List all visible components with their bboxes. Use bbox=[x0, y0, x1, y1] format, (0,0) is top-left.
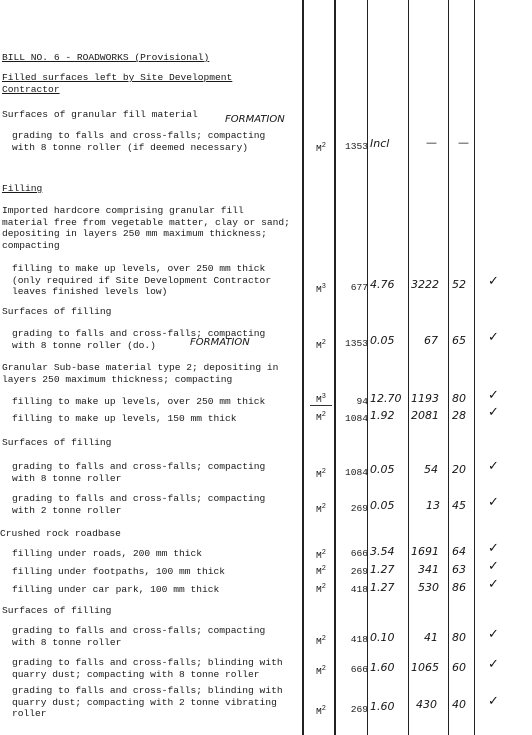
item-quantity: 269 bbox=[350, 503, 368, 514]
item-amount: 41 bbox=[424, 631, 438, 644]
item-unit: $M^2$ bbox=[316, 705, 326, 718]
column-rule-quantity bbox=[367, 0, 368, 735]
check-mark-icon: ✓ bbox=[488, 541, 499, 556]
section-heading-filled-surfaces: Filled surfaces left by Site Development Contractor bbox=[2, 72, 233, 95]
item-description: filling under footpaths, 100 mm thick bbox=[12, 566, 226, 577]
item-rate: 12.70 bbox=[370, 392, 402, 405]
item-quantity: 1353 bbox=[344, 141, 368, 152]
check-mark-icon: ✓ bbox=[488, 627, 499, 642]
item-rate: 3.54 bbox=[370, 545, 395, 558]
item-rate: Incl bbox=[370, 137, 390, 150]
item-rate: 4.76 bbox=[370, 278, 395, 291]
item-unit: $M^3$ bbox=[316, 393, 326, 406]
item-rate: 1.27 bbox=[370, 563, 395, 576]
check-mark-icon: ✓ bbox=[488, 495, 499, 510]
check-mark-icon: ✓ bbox=[488, 405, 499, 420]
item-pence: 65 bbox=[452, 334, 466, 347]
item-pence: 60 bbox=[452, 661, 466, 674]
item-rate: 1.60 bbox=[370, 700, 395, 713]
section-heading-filling: Filling bbox=[2, 183, 43, 194]
item-pence: 80 bbox=[452, 392, 466, 405]
item-amount: 3222 bbox=[411, 278, 439, 291]
item-description: filling under car park, 100 mm thick bbox=[12, 584, 220, 595]
item-pence: 52 bbox=[452, 278, 466, 291]
item-rate: 0.05 bbox=[370, 334, 395, 347]
item-rate: 0.10 bbox=[370, 631, 395, 644]
item-pence: 28 bbox=[452, 409, 466, 422]
item-unit: $M^2$ bbox=[316, 583, 326, 596]
item-amount: 67 bbox=[424, 334, 438, 347]
check-mark-icon: ✓ bbox=[488, 388, 499, 403]
item-quantity: 666 bbox=[350, 548, 368, 559]
item-unit: $M^2$ bbox=[316, 339, 326, 352]
column-rule-pence bbox=[474, 0, 475, 735]
item-quantity: 418 bbox=[350, 584, 368, 595]
item-pence: 86 bbox=[452, 581, 466, 594]
subheading-granular-subbase: Granular Sub-base material type 2; depositing in layers 250 maximum thickness; compacting bbox=[2, 362, 279, 385]
item-description: grading to falls and cross-falls; compacting with 8 tonne roller (do.) bbox=[12, 328, 266, 351]
item-rate: 0.05 bbox=[370, 499, 395, 512]
check-mark-icon: ✓ bbox=[488, 657, 499, 672]
item-amount: 54 bbox=[424, 463, 438, 476]
subheading-surfaces-filling: Surfaces of filling bbox=[2, 306, 112, 317]
item-unit: $M^2$ bbox=[316, 565, 326, 578]
item-quantity: 1084 bbox=[344, 413, 368, 424]
item-pence: 45 bbox=[452, 499, 466, 512]
item-amount: 1065 bbox=[411, 661, 439, 674]
item-quantity: 677 bbox=[350, 282, 368, 293]
item-quantity: 666 bbox=[350, 664, 368, 675]
item-description: grading to falls and cross-falls; compacting with 8 tonne roller bbox=[12, 461, 266, 484]
item-quantity: 269 bbox=[350, 566, 368, 577]
item-unit: $M^3$ bbox=[316, 283, 326, 296]
item-unit: $M^2$ bbox=[316, 503, 326, 516]
item-quantity: 1353 bbox=[344, 338, 368, 349]
item-amount: — bbox=[426, 136, 437, 149]
subheading-crushed-rock: Crushed rock roadbase bbox=[0, 528, 121, 539]
item-pence: 40 bbox=[452, 698, 466, 711]
item-quantity: 1084 bbox=[344, 467, 368, 478]
item-rate: 1.92 bbox=[370, 409, 395, 422]
item-unit: $M^2$ bbox=[316, 142, 326, 155]
item-quantity: 418 bbox=[350, 634, 368, 645]
item-description: grading to falls and cross-falls; compacting with 8 tonne roller (if deemed necessary) bbox=[12, 130, 266, 153]
item-amount: 430 bbox=[416, 698, 437, 711]
item-description: filling to make up levels, over 250 mm thick (only required if Site Development Contractor leaves finished levels low) bbox=[12, 263, 272, 297]
item-unit: $M^2$ bbox=[316, 411, 326, 424]
item-amount: 1193 bbox=[411, 392, 439, 405]
column-rule-rate bbox=[408, 0, 409, 735]
bill-title: BILL NO. 6 - ROADWORKS (Provisional) bbox=[2, 52, 210, 63]
check-mark-icon: ✓ bbox=[488, 577, 499, 592]
column-rule-amount bbox=[448, 0, 449, 735]
item-description: filling under roads, 200 mm thick bbox=[12, 548, 202, 559]
item-quantity: 94 bbox=[356, 396, 368, 407]
item-description: grading to falls and cross-falls; blinding with quarry dust; compacting with 2 tonne vibrating roller bbox=[12, 685, 283, 719]
handwritten-note-formation: FORMATION bbox=[190, 337, 250, 348]
item-description: grading to falls and cross-falls; compacting with 2 tonne roller bbox=[12, 493, 266, 516]
item-description: grading to falls and cross-falls; compacting with 8 tonne roller bbox=[12, 625, 266, 648]
item-amount: 530 bbox=[418, 581, 439, 594]
item-amount: 13 bbox=[426, 499, 440, 512]
subheading-surfaces-filling: Surfaces of filling bbox=[2, 437, 112, 448]
item-rate: 1.27 bbox=[370, 581, 395, 594]
handwritten-note-formation: FORMATION bbox=[225, 114, 285, 125]
column-rule-unit bbox=[334, 0, 336, 735]
check-mark-icon: ✓ bbox=[488, 459, 499, 474]
item-pence: 20 bbox=[452, 463, 466, 476]
item-description: filling to make up levels, 150 mm thick bbox=[12, 413, 237, 424]
check-mark-icon: ✓ bbox=[488, 274, 499, 289]
item-pence: 80 bbox=[452, 631, 466, 644]
item-description: grading to falls and cross-falls; blinding with quarry dust; compacting with 8 tonne roller bbox=[12, 657, 283, 680]
item-description: filling to make up levels, over 250 mm thick bbox=[12, 396, 266, 407]
subheading-surfaces-filling: Surfaces of filling bbox=[2, 605, 112, 616]
item-pence: 64 bbox=[452, 545, 466, 558]
subheading-imported-hardcore: Imported hardcore comprising granular fill material free from vegetable matter, clay or sand; depositing in layers 250 mm maximum thickness; compacting bbox=[2, 205, 290, 251]
check-mark-icon: ✓ bbox=[488, 694, 499, 709]
item-pence: 63 bbox=[452, 563, 466, 576]
item-rate: 1.60 bbox=[370, 661, 395, 674]
check-mark-icon: ✓ bbox=[488, 330, 499, 345]
item-amount: 341 bbox=[418, 563, 439, 576]
check-mark-icon: ✓ bbox=[488, 559, 499, 574]
subheading-surfaces-granular: Surfaces of granular fill material bbox=[2, 109, 198, 120]
unit-underline bbox=[310, 405, 332, 406]
item-amount: 2081 bbox=[411, 409, 439, 422]
item-rate: 0.05 bbox=[370, 463, 395, 476]
item-amount: 1691 bbox=[411, 545, 439, 558]
item-unit: $M^2$ bbox=[316, 665, 326, 678]
column-rule-description bbox=[302, 0, 304, 735]
item-unit: $M^2$ bbox=[316, 549, 326, 562]
item-unit: $M^2$ bbox=[316, 468, 326, 481]
item-quantity: 269 bbox=[350, 704, 368, 715]
item-unit: $M^2$ bbox=[316, 635, 326, 648]
item-pence: — bbox=[458, 136, 469, 149]
